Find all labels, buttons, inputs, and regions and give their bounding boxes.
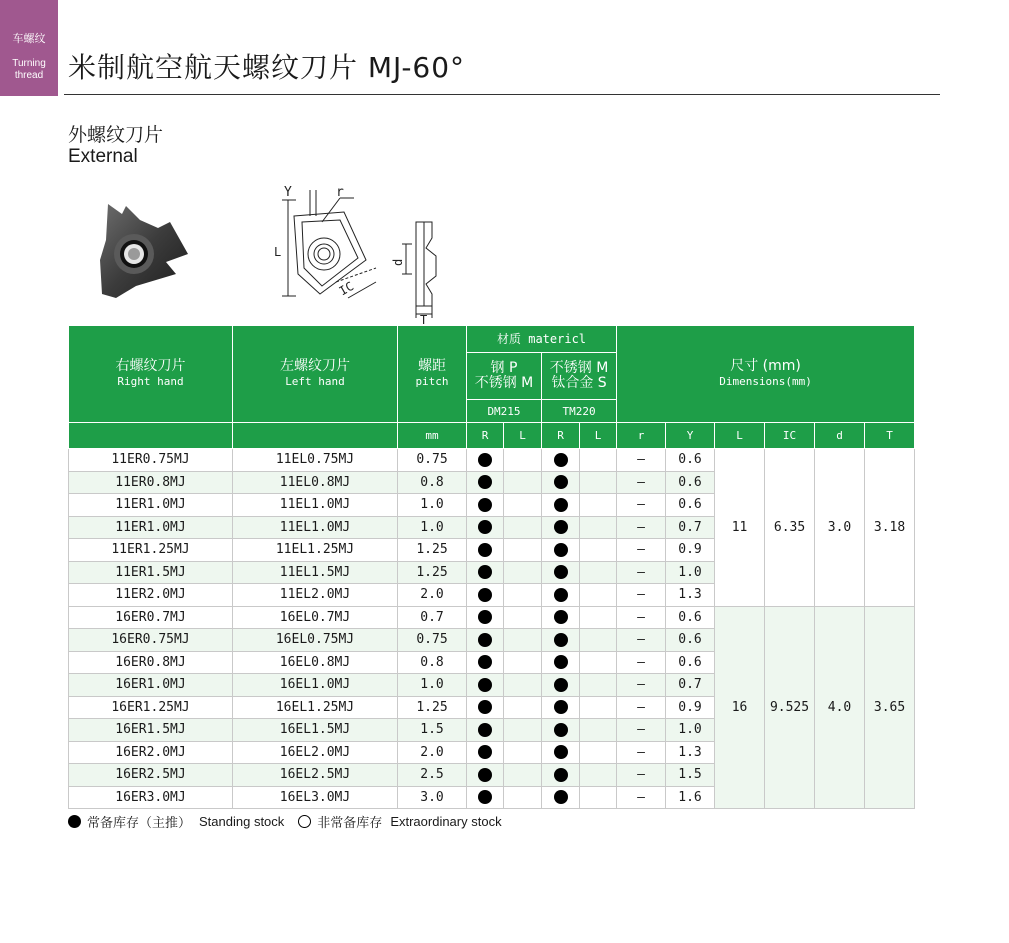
cell-tm220-l <box>580 696 617 719</box>
cell-dm215-r <box>467 674 504 697</box>
filled-dot-icon <box>478 610 492 624</box>
filled-dot-icon <box>554 655 568 669</box>
filled-dot-icon <box>554 700 568 714</box>
cell-right-hand-code: 16ER3.0MJ <box>69 786 233 809</box>
cell-tm220-l <box>580 629 617 652</box>
insert-dimension-drawing <box>270 182 385 304</box>
cell-t: 3.18 <box>865 449 915 607</box>
header-blank-2 <box>233 423 398 449</box>
header-col-ic: IC <box>765 423 815 449</box>
filled-dot-icon <box>554 633 568 647</box>
header-pitch <box>398 326 467 423</box>
legend-standing-en: Standing stock <box>199 814 285 829</box>
cell-dm215-r <box>467 741 504 764</box>
dim-label-ic: IC <box>336 278 357 299</box>
cell-dm215-l <box>504 741 542 764</box>
cell-y: 1.6 <box>666 786 715 809</box>
cell-r: – <box>617 471 666 494</box>
page-title: 米制航空航天螺纹刀片 MJ-60° <box>68 51 466 84</box>
cell-right-hand-code: 16ER0.7MJ <box>69 606 233 629</box>
cell-y: 0.9 <box>666 696 715 719</box>
header-right-hand <box>69 326 233 423</box>
header-dimensions-zh: 尺寸 (mm) <box>730 358 801 374</box>
category-tab-en <box>0 58 58 82</box>
cell-tm220-l <box>580 606 617 629</box>
cell-right-hand-code: 11ER0.75MJ <box>69 449 233 472</box>
cell-dm215-r <box>467 449 504 472</box>
table-group-16 <box>69 606 915 809</box>
header-col-r: r <box>617 423 666 449</box>
filled-dot-icon <box>554 565 568 579</box>
cell-dm215-r <box>467 606 504 629</box>
header-material-steel <box>467 353 542 400</box>
cell-tm220-l <box>580 471 617 494</box>
cell-right-hand-code: 11ER0.8MJ <box>69 471 233 494</box>
cell-dm215-l <box>504 629 542 652</box>
header-material-steel-line2: 不锈钢 M <box>474 375 534 391</box>
cell-pitch: 0.7 <box>398 606 467 629</box>
cell-left-hand-code: 16EL0.7MJ <box>233 606 398 629</box>
cell-dm215-l <box>504 674 542 697</box>
cell-tm220-l <box>580 494 617 517</box>
cell-tm220-l <box>580 741 617 764</box>
header-left-hand-zh: 左螺纹刀片 <box>280 358 350 374</box>
cell-dm215-r <box>467 494 504 517</box>
cell-pitch: 0.75 <box>398 449 467 472</box>
cell-r: – <box>617 786 666 809</box>
cell-tm220-l <box>580 674 617 697</box>
cell-tm220-r <box>542 651 580 674</box>
cell-y: 1.0 <box>666 561 715 584</box>
cell-r: – <box>617 741 666 764</box>
cell-pitch: 0.8 <box>398 651 467 674</box>
cell-y: 1.3 <box>666 584 715 607</box>
cell-dm215-l <box>504 539 542 562</box>
table-group-11 <box>69 449 915 607</box>
cell-left-hand-code: 16EL2.0MJ <box>233 741 398 764</box>
cell-tm220-r <box>542 786 580 809</box>
filled-dot-icon <box>478 453 492 467</box>
filled-dot-icon <box>554 520 568 534</box>
cell-dm215-l <box>504 516 542 539</box>
cell-tm220-r <box>542 606 580 629</box>
dim-label-t: T <box>420 313 428 326</box>
cell-dm215-l <box>504 786 542 809</box>
cell-tm220-l <box>580 651 617 674</box>
category-tab-en-line1: Turning <box>12 58 46 69</box>
cell-tm220-r <box>542 674 580 697</box>
cell-ic: 6.35 <box>765 449 815 607</box>
category-tab <box>0 0 58 96</box>
cell-pitch: 1.25 <box>398 539 467 562</box>
cell-r: – <box>617 449 666 472</box>
cell-left-hand-code: 16EL2.5MJ <box>233 764 398 787</box>
filled-dot-icon <box>554 453 568 467</box>
header-left-hand <box>233 326 398 423</box>
cell-left-hand-code: 16EL3.0MJ <box>233 786 398 809</box>
header-material-titanium <box>542 353 617 400</box>
cell-tm220-r <box>542 561 580 584</box>
cell-pitch: 2.5 <box>398 764 467 787</box>
cell-dm215-r <box>467 764 504 787</box>
header-col-y: Y <box>666 423 715 449</box>
cell-right-hand-code: 16ER2.0MJ <box>69 741 233 764</box>
cell-r: – <box>617 719 666 742</box>
dim-label-d: d <box>391 258 405 266</box>
cell-y: 0.6 <box>666 651 715 674</box>
filled-dot-icon <box>478 790 492 804</box>
filled-dot-icon <box>554 588 568 602</box>
dim-label-l: L <box>274 245 282 259</box>
cell-left-hand-code: 16EL1.0MJ <box>233 674 398 697</box>
cell-left-hand-code: 11EL1.0MJ <box>233 516 398 539</box>
header-material-titanium-line1: 不锈钢 M <box>549 360 609 376</box>
cell-y: 0.6 <box>666 629 715 652</box>
category-tab-zh: 车螺纹 <box>12 33 46 45</box>
filled-dot-icon <box>478 678 492 692</box>
cell-r: – <box>617 606 666 629</box>
cell-tm220-l <box>580 584 617 607</box>
header-grade-tm220: TM220 <box>542 400 617 423</box>
filled-dot-icon <box>478 745 492 759</box>
insert-spec-table <box>68 325 915 809</box>
header-blank-1 <box>69 423 233 449</box>
filled-dot-icon <box>554 745 568 759</box>
cell-dm215-l <box>504 471 542 494</box>
cell-right-hand-code: 16ER1.25MJ <box>69 696 233 719</box>
cell-left-hand-code: 16EL1.5MJ <box>233 719 398 742</box>
header-pitch-unit: mm <box>398 423 467 449</box>
cell-l: 11 <box>715 449 765 607</box>
header-dimensions <box>617 326 915 423</box>
cell-dm215-r <box>467 651 504 674</box>
dim-label-y: Y <box>284 185 292 200</box>
stock-legend <box>68 812 502 831</box>
header-tm220-l: L <box>580 423 617 449</box>
cell-r: – <box>617 516 666 539</box>
cell-y: 0.6 <box>666 449 715 472</box>
cell-r: – <box>617 696 666 719</box>
cell-r: – <box>617 584 666 607</box>
cell-dm215-r <box>467 696 504 719</box>
cell-dm215-r <box>467 561 504 584</box>
header-right-hand-zh: 右螺纹刀片 <box>115 358 186 374</box>
cell-pitch: 1.0 <box>398 516 467 539</box>
filled-dot-icon <box>554 768 568 782</box>
cell-tm220-l <box>580 786 617 809</box>
cell-pitch: 3.0 <box>398 786 467 809</box>
legend-extra-zh: 非常备库存 <box>317 816 383 831</box>
cell-pitch: 1.0 <box>398 674 467 697</box>
cell-tm220-l <box>580 561 617 584</box>
cell-dm215-r <box>467 629 504 652</box>
cell-dm215-l <box>504 561 542 584</box>
cell-pitch: 1.5 <box>398 719 467 742</box>
cell-y: 0.7 <box>666 674 715 697</box>
header-dimensions-en: Dimensions(mm) <box>719 375 812 388</box>
cell-left-hand-code: 11EL1.5MJ <box>233 561 398 584</box>
cell-y: 1.3 <box>666 741 715 764</box>
cell-dm215-l <box>504 584 542 607</box>
cell-y: 0.9 <box>666 539 715 562</box>
filled-dot-icon <box>478 520 492 534</box>
cell-dm215-r <box>467 584 504 607</box>
header-col-d: d <box>815 423 865 449</box>
cell-dm215-r <box>467 786 504 809</box>
header-grade-dm215: DM215 <box>467 400 542 423</box>
filled-dot-icon <box>478 723 492 737</box>
filled-dot-icon <box>478 475 492 489</box>
header-tm220-r: R <box>542 423 580 449</box>
cell-dm215-l <box>504 719 542 742</box>
cell-right-hand-code: 11ER2.0MJ <box>69 584 233 607</box>
cell-left-hand-code: 11EL2.0MJ <box>233 584 398 607</box>
filled-dot-icon <box>554 610 568 624</box>
filled-dot-icon <box>554 790 568 804</box>
cell-d: 4.0 <box>815 606 865 809</box>
cell-right-hand-code: 16ER1.5MJ <box>69 719 233 742</box>
cell-t: 3.65 <box>865 606 915 809</box>
cell-y: 1.5 <box>666 764 715 787</box>
cell-ic: 9.525 <box>765 606 815 809</box>
cell-left-hand-code: 11EL0.8MJ <box>233 471 398 494</box>
cell-tm220-r <box>542 449 580 472</box>
filled-dot-icon <box>554 678 568 692</box>
cell-tm220-r <box>542 741 580 764</box>
cell-r: – <box>617 674 666 697</box>
cell-dm215-r <box>467 516 504 539</box>
cell-dm215-r <box>467 471 504 494</box>
cell-tm220-r <box>542 516 580 539</box>
cell-left-hand-code: 11EL1.25MJ <box>233 539 398 562</box>
cell-tm220-l <box>580 516 617 539</box>
cell-left-hand-code: 16EL0.8MJ <box>233 651 398 674</box>
cell-dm215-l <box>504 651 542 674</box>
cell-l: 16 <box>715 606 765 809</box>
cell-tm220-r <box>542 629 580 652</box>
cell-y: 0.6 <box>666 471 715 494</box>
header-dm215-r: R <box>467 423 504 449</box>
cell-pitch: 0.8 <box>398 471 467 494</box>
header-right-hand-en: Right hand <box>117 375 184 388</box>
cell-y: 0.7 <box>666 516 715 539</box>
cell-tm220-l <box>580 539 617 562</box>
cell-right-hand-code: 16ER0.8MJ <box>69 651 233 674</box>
header-left-hand-en: Left hand <box>285 375 345 388</box>
filled-dot-icon <box>554 475 568 489</box>
cell-pitch: 2.0 <box>398 584 467 607</box>
header-material: 材质 matericl <box>467 326 617 353</box>
cell-r: – <box>617 651 666 674</box>
cell-r: – <box>617 494 666 517</box>
cell-dm215-l <box>504 494 542 517</box>
filled-dot-icon <box>478 655 492 669</box>
cell-right-hand-code: 11ER1.5MJ <box>69 561 233 584</box>
cell-d: 3.0 <box>815 449 865 607</box>
cell-tm220-r <box>542 719 580 742</box>
hollow-dot-icon <box>298 815 311 828</box>
cell-pitch: 1.25 <box>398 696 467 719</box>
insert-photo <box>96 200 192 304</box>
cell-pitch: 1.0 <box>398 494 467 517</box>
cell-dm215-r <box>467 539 504 562</box>
cell-dm215-l <box>504 764 542 787</box>
dim-label-r: r <box>336 185 344 200</box>
insert-side-drawing <box>388 214 444 326</box>
cell-pitch: 0.75 <box>398 629 467 652</box>
cell-right-hand-code: 11ER1.0MJ <box>69 516 233 539</box>
cell-right-hand-code: 16ER1.0MJ <box>69 674 233 697</box>
filled-dot-icon <box>478 633 492 647</box>
header-dm215-l: L <box>504 423 542 449</box>
cell-left-hand-code: 11EL0.75MJ <box>233 449 398 472</box>
title-divider <box>64 94 940 95</box>
cell-dm215-l <box>504 449 542 472</box>
legend-standing-zh: 常备库存（主推） <box>87 816 192 831</box>
cell-dm215-r <box>467 719 504 742</box>
table-row <box>69 449 915 472</box>
cell-right-hand-code: 16ER2.5MJ <box>69 764 233 787</box>
cell-tm220-l <box>580 449 617 472</box>
cell-left-hand-code: 16EL1.25MJ <box>233 696 398 719</box>
cell-left-hand-code: 16EL0.75MJ <box>233 629 398 652</box>
cell-y: 0.6 <box>666 606 715 629</box>
cell-tm220-r <box>542 764 580 787</box>
table-row <box>69 606 915 629</box>
filled-dot-icon <box>554 723 568 737</box>
cell-r: – <box>617 764 666 787</box>
cell-right-hand-code: 11ER1.0MJ <box>69 494 233 517</box>
cell-tm220-r <box>542 584 580 607</box>
filled-dot-icon <box>554 543 568 557</box>
filled-dot-icon <box>554 498 568 512</box>
cell-r: – <box>617 629 666 652</box>
cell-dm215-l <box>504 696 542 719</box>
cell-tm220-l <box>580 764 617 787</box>
cell-tm220-r <box>542 539 580 562</box>
cell-pitch: 1.25 <box>398 561 467 584</box>
cell-tm220-r <box>542 696 580 719</box>
header-pitch-zh: 螺距 <box>418 358 446 374</box>
filled-dot-icon <box>478 565 492 579</box>
filled-dot-icon <box>478 543 492 557</box>
cell-r: – <box>617 539 666 562</box>
cell-right-hand-code: 11ER1.25MJ <box>69 539 233 562</box>
header-material-titanium-line2: 钛合金 S <box>551 375 607 391</box>
cell-tm220-l <box>580 719 617 742</box>
section-title-zh: 外螺纹刀片 <box>68 124 164 146</box>
category-tab-en-line2: thread <box>14 70 44 81</box>
cell-right-hand-code: 16ER0.75MJ <box>69 629 233 652</box>
header-pitch-en: pitch <box>415 375 449 388</box>
header-col-l: L <box>715 423 765 449</box>
cell-r: – <box>617 561 666 584</box>
header-col-t: T <box>865 423 915 449</box>
filled-dot-icon <box>478 700 492 714</box>
filled-dot-icon <box>478 768 492 782</box>
cell-pitch: 2.0 <box>398 741 467 764</box>
cell-dm215-l <box>504 606 542 629</box>
header-material-steel-line1: 钢 P <box>490 360 518 376</box>
cell-left-hand-code: 11EL1.0MJ <box>233 494 398 517</box>
filled-dot-icon <box>68 815 81 828</box>
cell-tm220-r <box>542 494 580 517</box>
cell-y: 1.0 <box>666 719 715 742</box>
cell-tm220-r <box>542 471 580 494</box>
section-title-en: External <box>68 146 138 167</box>
filled-dot-icon <box>478 588 492 602</box>
filled-dot-icon <box>478 498 492 512</box>
cell-y: 0.6 <box>666 494 715 517</box>
legend-extra-en: Extraordinary stock <box>390 814 502 829</box>
